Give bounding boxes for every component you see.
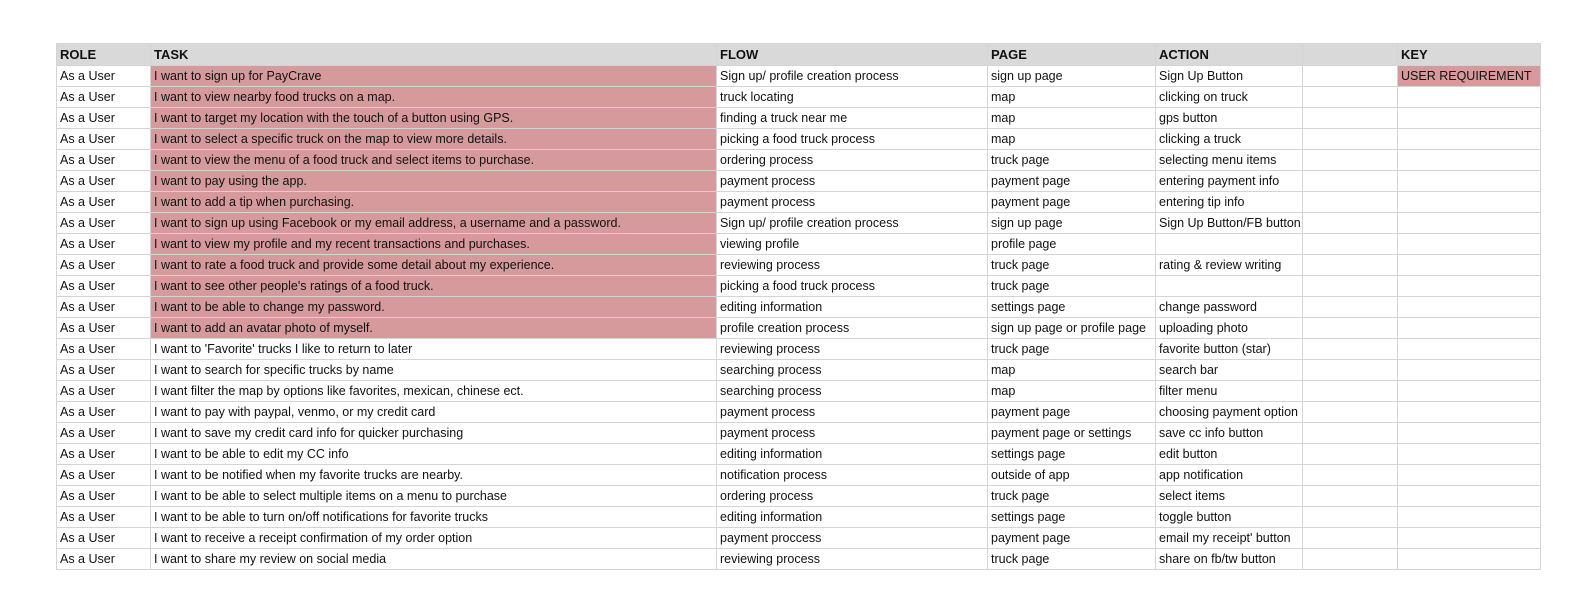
cell-page[interactable]: settings page <box>988 297 1156 318</box>
cell-blank[interactable] <box>1303 423 1398 444</box>
cell-blank[interactable] <box>1303 549 1398 570</box>
cell-page[interactable]: payment page or settings <box>988 423 1156 444</box>
cell-page[interactable]: sign up page or profile page <box>988 318 1156 339</box>
cell-blank[interactable] <box>1303 87 1398 108</box>
cell-page[interactable]: map <box>988 87 1156 108</box>
cell-task[interactable]: I want to target my location with the touch of a button using GPS. <box>151 108 717 129</box>
cell-task[interactable]: I want filter the map by options like favorites, mexican, chinese ect. <box>151 381 717 402</box>
cell-flow[interactable]: viewing profile <box>717 234 988 255</box>
cell-task[interactable]: I want to see other people's ratings of a food truck. <box>151 276 717 297</box>
cell-page[interactable]: settings page <box>988 507 1156 528</box>
cell-action[interactable]: share on fb/tw button <box>1156 549 1303 570</box>
cell-flow[interactable]: editing information <box>717 297 988 318</box>
cell-action[interactable]: entering payment info <box>1156 171 1303 192</box>
cell-blank[interactable] <box>1303 486 1398 507</box>
cell-flow[interactable]: picking a food truck process <box>717 129 988 150</box>
cell-flow[interactable]: reviewing process <box>717 549 988 570</box>
cell-key[interactable] <box>1398 549 1541 570</box>
cell-key[interactable] <box>1398 465 1541 486</box>
cell-action[interactable]: app notification <box>1156 465 1303 486</box>
cell-action[interactable]: clicking a truck <box>1156 129 1303 150</box>
cell-action[interactable]: clicking on truck <box>1156 87 1303 108</box>
cell-task[interactable]: I want to view the menu of a food truck and select items to purchase. <box>151 150 717 171</box>
cell-role[interactable]: As a User <box>57 465 151 486</box>
cell-task[interactable]: I want to be able to select multiple items on a menu to purchase <box>151 486 717 507</box>
cell-action[interactable] <box>1156 276 1303 297</box>
cell-flow[interactable]: ordering process <box>717 150 988 171</box>
cell-page[interactable]: map <box>988 360 1156 381</box>
cell-blank[interactable] <box>1303 171 1398 192</box>
cell-role[interactable]: As a User <box>57 423 151 444</box>
cell-key[interactable] <box>1398 192 1541 213</box>
cell-action[interactable]: save cc info button <box>1156 423 1303 444</box>
cell-task[interactable]: I want to search for specific trucks by name <box>151 360 717 381</box>
cell-role[interactable]: As a User <box>57 339 151 360</box>
cell-blank[interactable] <box>1303 465 1398 486</box>
cell-task[interactable]: I want to add a tip when purchasing. <box>151 192 717 213</box>
cell-page[interactable]: outside of app <box>988 465 1156 486</box>
table-row <box>57 402 1541 423</box>
key-user-requirement[interactable]: USER REQUIREMENT <box>1398 66 1541 87</box>
cell-blank[interactable] <box>1303 297 1398 318</box>
cell-flow[interactable]: notification process <box>717 465 988 486</box>
cell-action[interactable]: Sign Up Button/FB button <box>1156 213 1303 234</box>
cell-action[interactable]: email my receipt' button <box>1156 528 1303 549</box>
cell-key[interactable] <box>1398 87 1541 108</box>
header-key[interactable]: KEY <box>1398 44 1541 66</box>
cell-task[interactable]: I want to share my review on social media <box>151 549 717 570</box>
cell-page[interactable]: map <box>988 129 1156 150</box>
cell-key[interactable] <box>1398 402 1541 423</box>
cell-role[interactable]: As a User <box>57 360 151 381</box>
table-row <box>57 444 1541 465</box>
cell-page[interactable]: truck page <box>988 150 1156 171</box>
cell-role[interactable]: As a User <box>57 276 151 297</box>
cell-blank[interactable] <box>1303 213 1398 234</box>
cell-key[interactable] <box>1398 339 1541 360</box>
cell-flow[interactable]: editing information <box>717 444 988 465</box>
cell-key[interactable] <box>1398 234 1541 255</box>
cell-task[interactable]: I want to receive a receipt confirmation of my order option <box>151 528 717 549</box>
cell-flow[interactable]: truck locating <box>717 87 988 108</box>
cell-page[interactable]: truck page <box>988 486 1156 507</box>
cell-key[interactable] <box>1398 360 1541 381</box>
cell-role[interactable]: As a User <box>57 486 151 507</box>
cell-task[interactable]: I want to select a specific truck on the map to view more details. <box>151 129 717 150</box>
table-row <box>57 87 1541 108</box>
table-row <box>57 549 1541 570</box>
cell-role[interactable]: As a User <box>57 213 151 234</box>
header-role[interactable]: ROLE <box>57 44 151 66</box>
cell-page[interactable]: sign up page <box>988 66 1156 87</box>
table-row <box>57 381 1541 402</box>
cell-flow[interactable]: profile creation process <box>717 318 988 339</box>
cell-action[interactable]: favorite button (star) <box>1156 339 1303 360</box>
cell-flow[interactable]: payment process <box>717 423 988 444</box>
cell-task[interactable]: I want to be able to change my password. <box>151 297 717 318</box>
table-row <box>57 423 1541 444</box>
cell-page[interactable]: map <box>988 381 1156 402</box>
table-row <box>57 465 1541 486</box>
header-flow[interactable]: FLOW <box>717 44 988 66</box>
cell-flow[interactable]: picking a food truck process <box>717 276 988 297</box>
cell-page[interactable]: sign up page <box>988 213 1156 234</box>
cell-blank[interactable] <box>1303 150 1398 171</box>
cell-role[interactable]: As a User <box>57 66 151 87</box>
cell-task[interactable]: I want to save my credit card info for quicker purchasing <box>151 423 717 444</box>
table-row <box>57 213 1541 234</box>
cell-task[interactable]: I want to view nearby food trucks on a map. <box>151 87 717 108</box>
cell-blank[interactable] <box>1303 192 1398 213</box>
cell-role[interactable]: As a User <box>57 234 151 255</box>
cell-page[interactable]: truck page <box>988 339 1156 360</box>
cell-role[interactable]: As a User <box>57 402 151 423</box>
cell-task[interactable]: I want to 'Favorite' trucks I like to return to later <box>151 339 717 360</box>
cell-page[interactable]: truck page <box>988 255 1156 276</box>
cell-flow[interactable]: reviewing process <box>717 339 988 360</box>
table-row <box>57 276 1541 297</box>
cell-key[interactable] <box>1398 276 1541 297</box>
cell-key[interactable] <box>1398 129 1541 150</box>
cell-blank[interactable] <box>1303 444 1398 465</box>
table-row <box>57 192 1541 213</box>
table-row <box>57 486 1541 507</box>
cell-key[interactable] <box>1398 381 1541 402</box>
cell-key[interactable] <box>1398 255 1541 276</box>
header-row <box>57 44 1541 66</box>
cell-key[interactable] <box>1398 528 1541 549</box>
cell-action[interactable]: select items <box>1156 486 1303 507</box>
table-row <box>57 150 1541 171</box>
table-row <box>57 339 1541 360</box>
cell-task[interactable]: I want to view my profile and my recent transactions and purchases. <box>151 234 717 255</box>
cell-action[interactable]: Sign Up Button <box>1156 66 1303 87</box>
cell-action[interactable]: rating & review writing <box>1156 255 1303 276</box>
cell-task[interactable]: I want to sign up using Facebook or my email address, a username and a password. <box>151 213 717 234</box>
cell-flow[interactable]: ordering process <box>717 486 988 507</box>
cell-action[interactable] <box>1156 234 1303 255</box>
cell-key[interactable] <box>1398 423 1541 444</box>
cell-flow[interactable]: payment process <box>717 402 988 423</box>
header-action[interactable]: ACTION <box>1156 44 1303 66</box>
cell-page[interactable]: truck page <box>988 549 1156 570</box>
cell-page[interactable]: payment page <box>988 171 1156 192</box>
cell-role[interactable]: As a User <box>57 381 151 402</box>
cell-role[interactable]: As a User <box>57 297 151 318</box>
cell-role[interactable]: As a User <box>57 444 151 465</box>
cell-key[interactable] <box>1398 108 1541 129</box>
cell-page[interactable]: settings page <box>988 444 1156 465</box>
cell-role[interactable]: As a User <box>57 255 151 276</box>
cell-blank[interactable] <box>1303 339 1398 360</box>
cell-key[interactable] <box>1398 150 1541 171</box>
table-row <box>57 129 1541 150</box>
cell-role[interactable]: As a User <box>57 150 151 171</box>
cell-flow[interactable]: searching process <box>717 360 988 381</box>
cell-blank[interactable] <box>1303 402 1398 423</box>
cell-page[interactable]: map <box>988 108 1156 129</box>
cell-task[interactable]: I want to be able to edit my CC info <box>151 444 717 465</box>
cell-action[interactable]: edit button <box>1156 444 1303 465</box>
cell-flow[interactable]: payment process <box>717 192 988 213</box>
cell-action[interactable]: uploading photo <box>1156 318 1303 339</box>
cell-flow[interactable]: Sign up/ profile creation process <box>717 213 988 234</box>
cell-task[interactable]: I want to pay with paypal, venmo, or my credit card <box>151 402 717 423</box>
cell-blank[interactable] <box>1303 129 1398 150</box>
table-row <box>57 66 1541 87</box>
cell-flow[interactable]: Sign up/ profile creation process <box>717 66 988 87</box>
cell-blank[interactable] <box>1303 507 1398 528</box>
cell-blank[interactable] <box>1303 255 1398 276</box>
cell-blank[interactable] <box>1303 234 1398 255</box>
cell-key[interactable] <box>1398 507 1541 528</box>
table-row <box>57 360 1541 381</box>
cell-blank[interactable] <box>1303 108 1398 129</box>
table-row <box>57 507 1541 528</box>
cell-action[interactable]: gps button <box>1156 108 1303 129</box>
header-blank[interactable] <box>1303 44 1398 66</box>
cell-page[interactable]: truck page <box>988 276 1156 297</box>
cell-key[interactable] <box>1398 444 1541 465</box>
cell-blank[interactable] <box>1303 66 1398 87</box>
cell-page[interactable]: payment page <box>988 402 1156 423</box>
table-row <box>57 171 1541 192</box>
spreadsheet <box>56 43 1541 570</box>
cell-key[interactable] <box>1398 318 1541 339</box>
cell-action[interactable]: choosing payment option <box>1156 402 1303 423</box>
cell-action[interactable]: filter menu <box>1156 381 1303 402</box>
cell-action[interactable]: toggle button <box>1156 507 1303 528</box>
table-row <box>57 318 1541 339</box>
cell-task[interactable]: I want to pay using the app. <box>151 171 717 192</box>
header-task[interactable]: TASK <box>151 44 717 66</box>
cell-key[interactable] <box>1398 486 1541 507</box>
cell-flow[interactable]: searching process <box>717 381 988 402</box>
cell-key[interactable] <box>1398 171 1541 192</box>
cell-task[interactable]: I want to sign up for PayCrave <box>151 66 717 87</box>
cell-task[interactable]: I want to be notified when my favorite trucks are nearby. <box>151 465 717 486</box>
cell-action[interactable]: entering tip info <box>1156 192 1303 213</box>
cell-role[interactable]: As a User <box>57 192 151 213</box>
cell-key[interactable] <box>1398 297 1541 318</box>
cell-role[interactable]: As a User <box>57 549 151 570</box>
cell-role[interactable]: As a User <box>57 171 151 192</box>
cell-page[interactable]: payment page <box>988 528 1156 549</box>
cell-flow[interactable]: finding a truck near me <box>717 108 988 129</box>
cell-role[interactable]: As a User <box>57 528 151 549</box>
cell-role[interactable]: As a User <box>57 129 151 150</box>
table-row <box>57 255 1541 276</box>
cell-task[interactable]: I want to be able to turn on/off notifications for favorite trucks <box>151 507 717 528</box>
cell-flow[interactable]: reviewing process <box>717 255 988 276</box>
cell-action[interactable]: selecting menu items <box>1156 150 1303 171</box>
user-stories-table <box>56 43 1541 570</box>
cell-page[interactable]: profile page <box>988 234 1156 255</box>
cell-action[interactable]: change password <box>1156 297 1303 318</box>
table-row <box>57 297 1541 318</box>
table-row <box>57 108 1541 129</box>
cell-flow[interactable]: editing information <box>717 507 988 528</box>
cell-role[interactable]: As a User <box>57 318 151 339</box>
cell-action[interactable]: search bar <box>1156 360 1303 381</box>
cell-task[interactable]: I want to add an avatar photo of myself. <box>151 318 717 339</box>
cell-key[interactable] <box>1398 213 1541 234</box>
table-row <box>57 528 1541 549</box>
cell-blank[interactable] <box>1303 381 1398 402</box>
cell-flow[interactable]: payment proccess <box>717 528 988 549</box>
cell-blank[interactable] <box>1303 360 1398 381</box>
cell-task[interactable]: I want to rate a food truck and provide some detail about my experience. <box>151 255 717 276</box>
cell-flow[interactable]: payment process <box>717 171 988 192</box>
cell-blank[interactable] <box>1303 276 1398 297</box>
header-page[interactable]: PAGE <box>988 44 1156 66</box>
cell-role[interactable]: As a User <box>57 507 151 528</box>
cell-role[interactable]: As a User <box>57 87 151 108</box>
cell-blank[interactable] <box>1303 528 1398 549</box>
cell-page[interactable]: payment page <box>988 192 1156 213</box>
cell-role[interactable]: As a User <box>57 108 151 129</box>
cell-blank[interactable] <box>1303 318 1398 339</box>
table-row <box>57 234 1541 255</box>
